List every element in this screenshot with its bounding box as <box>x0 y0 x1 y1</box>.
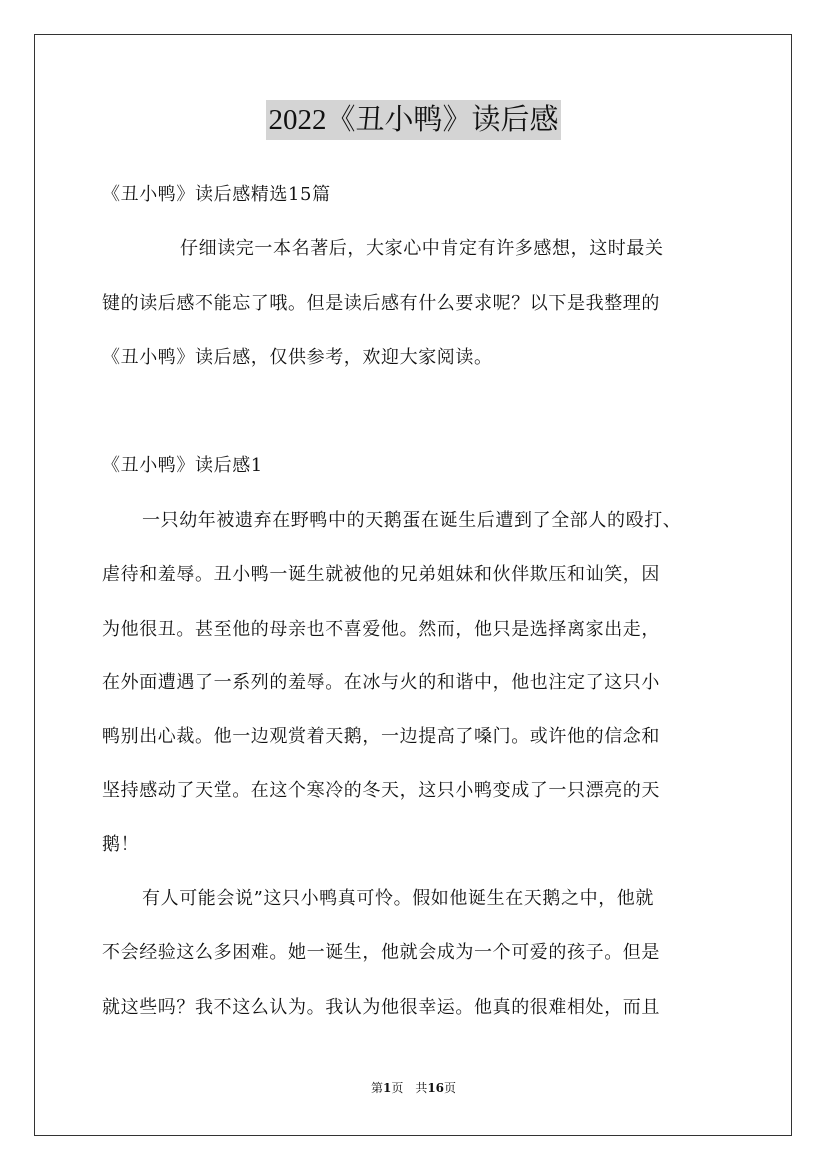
intro-line: 键的读后感不能忘了哦。但是读后感有什么要求呢？以下是我整理的 <box>102 293 660 314</box>
intro-line: 《丑小鸭》读后感，仅供参考，欢迎大家阅读。 <box>102 347 493 368</box>
paragraph-line: 在外面遭遇了一系列的羞辱。在冰与火的和谐中，他也注定了这只小 <box>102 672 660 693</box>
paragraph-line: 有人可能会说”这只小鸭真可怜。假如他诞生在天鹅之中，他就 <box>142 888 654 909</box>
paragraph-line: 一只幼年被遗弃在野鸭中的天鹅蛋在诞生后遭到了全部人的殴打、 <box>142 510 682 531</box>
intro-line: 仔细读完一本名著后，大家心中肯定有许多感想，这时最关 <box>180 238 664 259</box>
title-container <box>0 100 827 140</box>
paragraph-line: 不会经验这么多困难。她一诞生，他就会成为一个可爱的孩子。但是 <box>102 942 660 963</box>
footer-current-page: 1 <box>382 1081 392 1095</box>
footer-mid: 页 共 <box>391 1081 428 1095</box>
section-heading: 《丑小鸭》读后感1 <box>102 455 263 476</box>
footer-suffix: 页 <box>444 1081 457 1095</box>
paragraph-line: 为他很丑。甚至他的母亲也不喜爱他。然而，他只是选择离家出走， <box>102 619 660 640</box>
paragraph-line: 虐待和羞辱。丑小鸭一诞生就被他的兄弟姐妹和伙伴欺压和讪笑，因 <box>102 564 660 585</box>
page-footer <box>0 1080 827 1096</box>
document-subtitle: 《丑小鸭》读后感精选15篇 <box>102 184 331 205</box>
paragraph-line: 鸭别出心裁。他一边观赏着天鹅，一边提高了嗓门。或许他的信念和 <box>102 726 660 747</box>
footer-total-pages: 16 <box>427 1081 445 1095</box>
document-title: 2022《丑小鸭》读后感 <box>266 100 560 140</box>
paragraph-line: 坚持感动了天堂。在这个寒冷的冬天，这只小鸭变成了一只漂亮的天 <box>102 780 660 801</box>
paragraph-line: 就这些吗？我不这么认为。我认为他很幸运。他真的很难相处，而且 <box>102 997 660 1018</box>
footer-prefix: 第 <box>370 1081 383 1095</box>
paragraph-line: 鹅！ <box>102 834 140 855</box>
